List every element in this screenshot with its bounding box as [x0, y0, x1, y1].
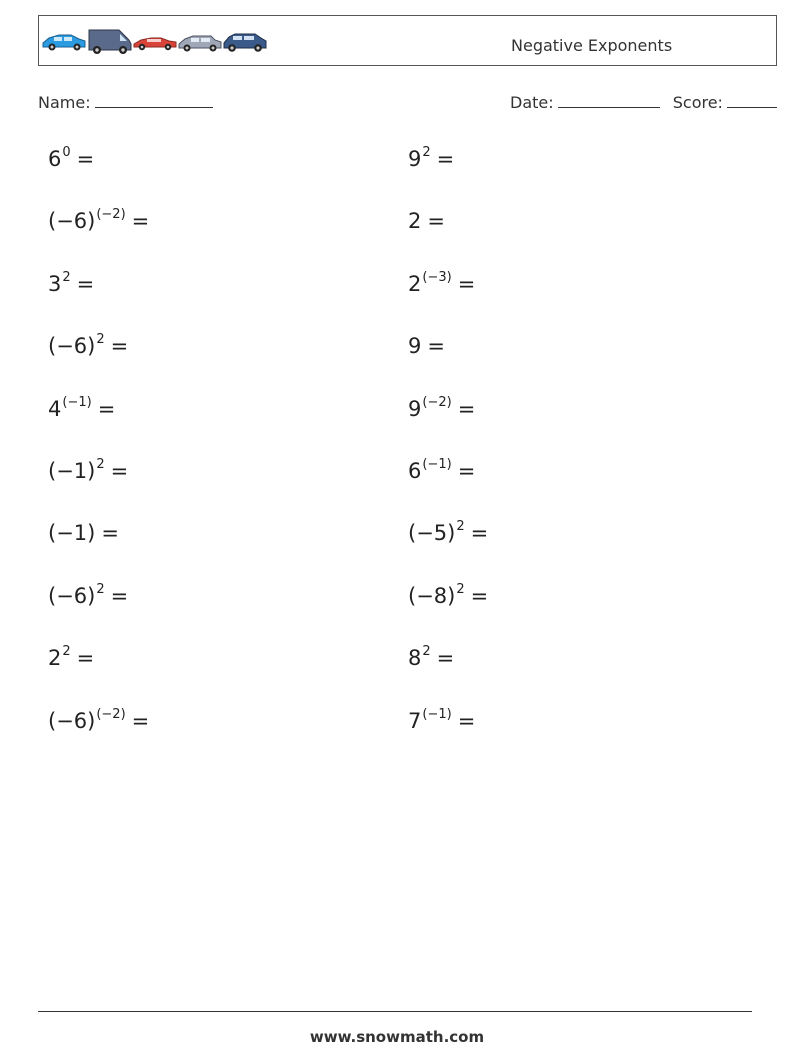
- header-box: [38, 15, 777, 66]
- footer-url: www.snowmath.com: [309, 1028, 485, 1046]
- suv-icon: [224, 34, 266, 52]
- problem-equals: =: [131, 708, 150, 733]
- score-label: Score:: [672, 93, 723, 112]
- blue-car-icon: [43, 35, 85, 51]
- problem-item: [408, 581, 489, 608]
- problem-exponent: 2: [96, 581, 105, 597]
- problem-equals: =: [76, 271, 95, 296]
- problem-exponent: 2: [422, 145, 431, 160]
- problem-exponent: 2: [422, 644, 431, 660]
- footer-divider: [38, 1011, 752, 1012]
- problem-equals: =: [131, 209, 150, 234]
- problem-item: [48, 646, 94, 670]
- problem-exponent: (−2): [422, 394, 452, 410]
- problem-equals: =: [436, 147, 455, 171]
- score-blank[interactable]: [727, 93, 777, 108]
- problem-item: [48, 459, 128, 483]
- name-field: [38, 93, 213, 112]
- problem-base: (−1): [48, 521, 96, 546]
- problem-item: [48, 581, 129, 608]
- problem-base: (−6): [48, 583, 96, 608]
- problem-equals: =: [470, 583, 489, 608]
- problem-equals: =: [457, 396, 476, 421]
- problem-base: 6: [408, 459, 422, 483]
- problem-exponent: (−3): [422, 269, 452, 285]
- problem-base: 2: [48, 646, 62, 671]
- problem-exponent: 2: [96, 332, 105, 348]
- car-illustrations: [41, 26, 281, 56]
- problem-equals: =: [101, 521, 119, 546]
- problem-equals: =: [110, 583, 129, 608]
- problem-base: (−6): [48, 209, 96, 234]
- problem-base: (−1): [48, 459, 96, 483]
- problem-item: [408, 459, 475, 483]
- problem-item: [408, 147, 454, 171]
- problem-exponent: (−1): [422, 706, 452, 722]
- problem-item: [48, 394, 116, 421]
- problem-base: 4: [48, 396, 62, 421]
- problem-base: 8: [408, 646, 422, 671]
- problem-base: 2: [408, 209, 422, 234]
- problem-item: [408, 646, 454, 670]
- problem-base: (−8): [408, 583, 456, 608]
- problem-item: [48, 334, 128, 358]
- problem-base: 7: [408, 708, 422, 733]
- problem-exponent: 2: [96, 457, 105, 472]
- problem-exponent: 2: [456, 519, 465, 535]
- problem-item: [48, 147, 94, 171]
- problem-base: 9: [408, 334, 422, 359]
- problem-base: (−5): [408, 521, 456, 546]
- problem-item: [408, 269, 476, 296]
- problem-equals: =: [97, 396, 116, 421]
- problem-equals: =: [457, 708, 476, 733]
- problem-item: [408, 521, 488, 545]
- problem-exponent: (−2): [96, 207, 126, 223]
- problem-base: 2: [408, 271, 422, 296]
- problem-equals: =: [457, 459, 476, 483]
- problem-exponent: 2: [62, 269, 71, 285]
- worksheet-title: Negative Exponents: [511, 36, 673, 55]
- problem-exponent: (−2): [96, 706, 126, 722]
- problem-equals: =: [457, 271, 476, 296]
- problem-exponent: 2: [456, 581, 465, 597]
- problem-item: [48, 521, 119, 545]
- problem-exponent: 2: [62, 644, 71, 660]
- date-blank[interactable]: [558, 93, 660, 108]
- problem-item: [48, 209, 149, 233]
- problem-equals: =: [110, 334, 129, 359]
- problem-item: [408, 209, 445, 233]
- grey-car-icon: [179, 36, 221, 52]
- red-car-icon: [134, 38, 176, 50]
- problem-equals: =: [427, 209, 445, 234]
- name-blank[interactable]: [95, 93, 213, 108]
- problem-exponent: 0: [62, 145, 71, 160]
- problem-base: (−6): [48, 708, 96, 733]
- problem-item: [48, 706, 150, 733]
- problem-equals: =: [470, 521, 489, 546]
- problem-exponent: (−1): [62, 394, 92, 410]
- problem-equals: =: [76, 147, 95, 171]
- problem-item: [408, 334, 445, 358]
- problem-exponent: (−1): [422, 457, 452, 472]
- problem-base: 9: [408, 147, 422, 171]
- problem-item: [48, 269, 95, 296]
- problem-base: (−6): [48, 334, 96, 359]
- problem-item: [408, 706, 476, 733]
- problem-base: 9: [408, 396, 422, 421]
- problem-equals: =: [436, 646, 455, 671]
- date-label: Date:: [510, 93, 554, 112]
- date-score-fields: [510, 93, 777, 112]
- problem-base: 6: [48, 147, 62, 171]
- problem-equals: =: [76, 646, 95, 671]
- problem-item: [408, 394, 476, 421]
- problem-base: 3: [48, 271, 62, 296]
- problem-equals: =: [110, 459, 129, 483]
- name-label: Name:: [38, 93, 91, 112]
- problem-equals: =: [427, 334, 445, 359]
- van-icon: [89, 30, 131, 54]
